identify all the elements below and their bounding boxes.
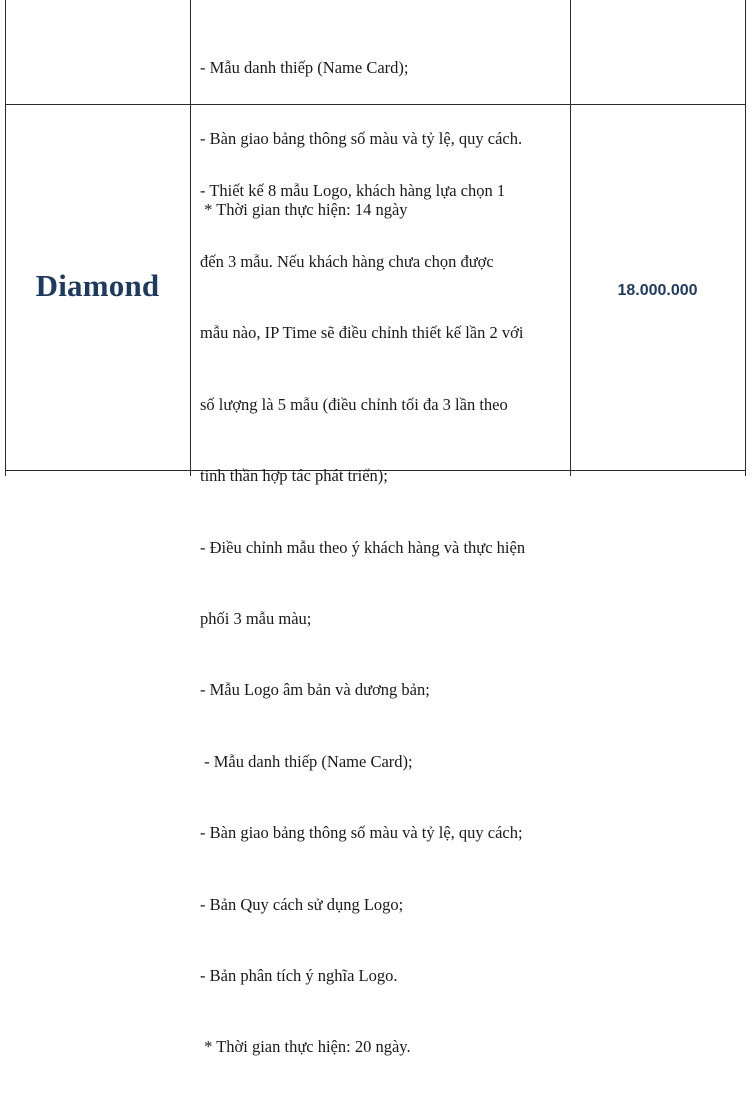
tier-name: Diamond <box>35 268 160 303</box>
table-border-right <box>745 0 746 476</box>
list-item: đến 3 mẫu. Nếu khách hàng chưa chọn được <box>200 251 494 271</box>
table-border-left <box>5 0 6 476</box>
list-item: - Mẫu danh thiếp (Name Card); <box>200 57 409 77</box>
list-item: - Mẫu danh thiếp (Name Card); <box>200 751 413 771</box>
list-item: số lượng là 5 mẫu (điều chỉnh tối đa 3 lần theo <box>200 394 508 414</box>
list-item: - Bàn giao bảng thông số màu và tỷ lệ, quy cách. <box>200 128 523 148</box>
list-item: tinh thần hợp tác phát triển); <box>200 466 388 486</box>
list-item: mẫu nào, IP Time sẽ điều chỉnh thiết kế lần 2 với <box>200 323 524 343</box>
list-item: - Bản phân tích ý nghĩa Logo. <box>200 965 398 985</box>
table-border-col2 <box>570 0 571 476</box>
list-item: - Bàn giao bảng thông số màu và tỷ lệ, quy cách; <box>200 823 523 843</box>
list-item: - Bản Quy cách sử dụng Logo; <box>200 894 404 914</box>
list-item: phối 3 mẫu màu; <box>200 608 312 628</box>
diamond-description <box>200 131 525 1107</box>
list-item: - Mẫu Logo âm bản và dương bản; <box>200 680 430 700</box>
price-value: 18.000.000 <box>617 282 698 299</box>
list-item: - Thiết kế 8 mẫu Logo, khách hàng lựa chọn 1 <box>200 180 506 200</box>
list-item: * Thời gian thực hiện: 20 ngày. <box>200 1037 411 1057</box>
list-item: * Thời gian thực hiện: 14 ngày <box>200 200 408 220</box>
list-item: - Điều chỉnh mẫu theo ý khách hàng và thực hiện <box>200 537 526 557</box>
